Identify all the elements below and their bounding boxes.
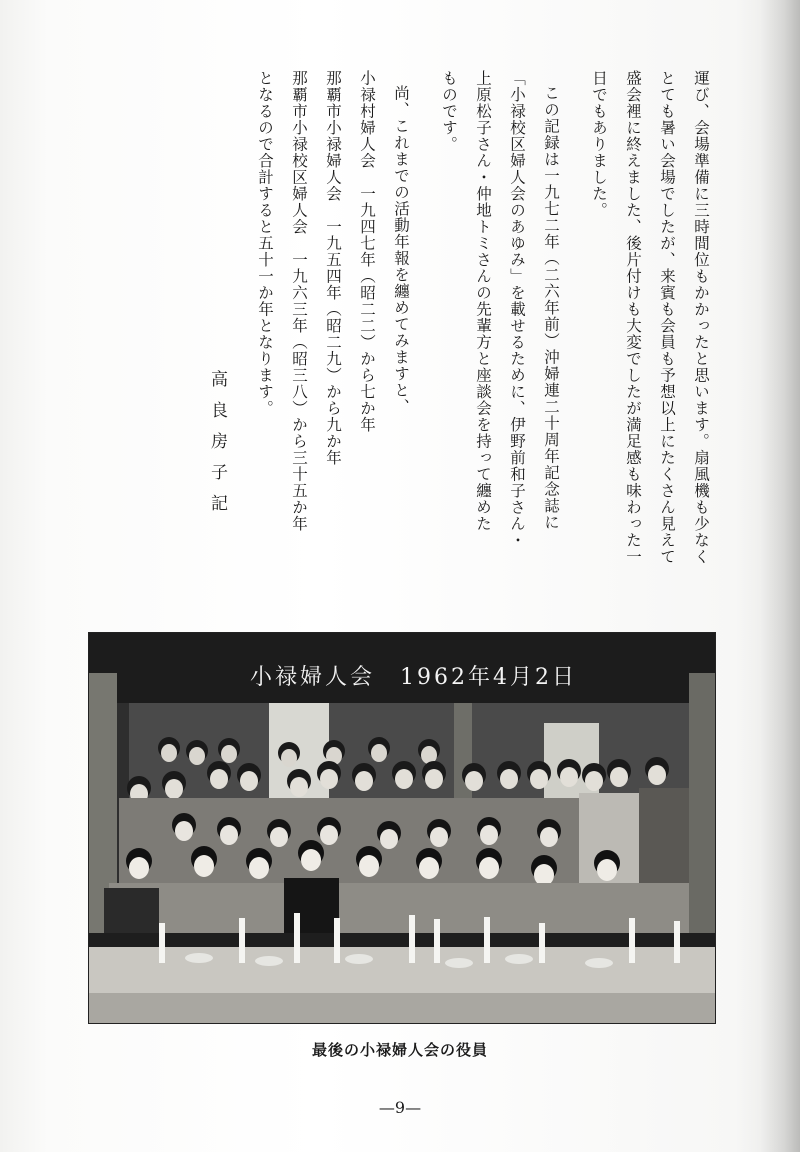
text-column: 「小禄校区婦人会のあゆみ」を載せるために、伊野前和子さん・ [508,70,526,549]
author-signature: 高良房子記 [207,370,227,525]
text-column: 日でもありました。 [590,70,608,219]
spine-shadow [760,0,800,1152]
text-column: 運び、会場準備に三時間位もかかったと思います。扇風機も少なく [692,70,710,565]
text-column: 盛会裡に終えました、後片付けも大変でしたが満足感も味わった一 [624,70,642,565]
text-column: となるので合計すると五十一か年となります。 [256,70,274,417]
text-column: 小禄村婦人会 一九四七年（昭二二）から七か年 [358,70,376,433]
text-column: 那覇市小禄婦人会 一九五四年（昭二九）から九か年 [324,70,342,466]
text-column: この記録は一九七二年（二六年前）沖婦連二十周年記念誌に [542,85,560,531]
photo-caption: 最後の小禄婦人会の役員 [311,1041,488,1059]
text-column: とても暑い会場でしたが、来賓も会員も予想以上にたくさん見えて [658,70,676,565]
text-column: 尚、これまでの活動年報を纏めてみますと、 [392,85,410,415]
text-column: ものです。 [440,70,458,153]
vertical-text-block [200,70,718,610]
photo-inscription: 小禄婦人会 1962年4月2日 [250,665,577,690]
page-number: —9— [378,1098,422,1117]
text-column: 那覇市小禄校区婦人会 一九六三年（昭三八）から三十五か年 [290,70,308,532]
text-column: 上原松子さん・仲地トミさんの先輩方と座談会を持って纏めた [474,70,492,532]
